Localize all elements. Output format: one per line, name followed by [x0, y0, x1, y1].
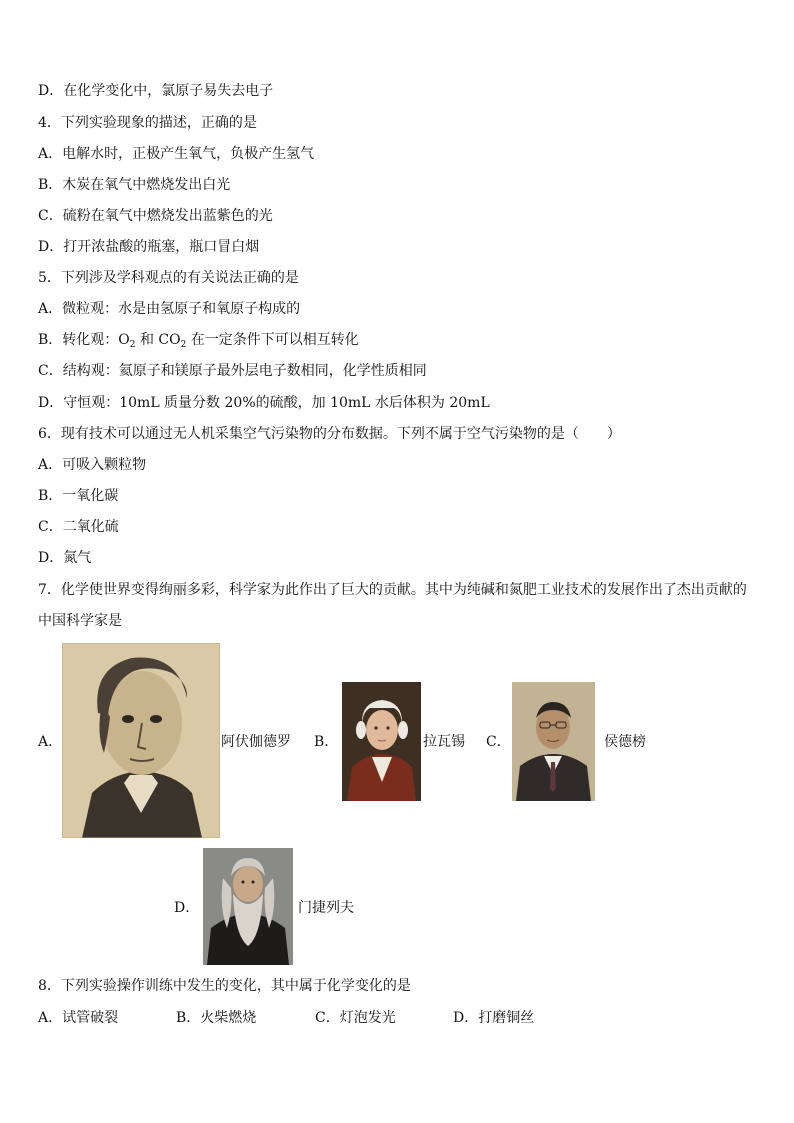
q5-option-d: D．守恒观：10mL 质量分数 20%的硫酸，加 10mL 水后体积为 20mL [38, 395, 490, 411]
hou-debang-portrait [512, 682, 595, 801]
q8-option-a: A．试管破裂 [38, 1010, 119, 1026]
q7-option-a-letter: A． [38, 734, 63, 750]
q3-option-d: D．在化学变化中，氯原子易失去电子 [38, 83, 274, 99]
q6-option-c: C．二氧化硫 [38, 519, 119, 535]
q8-option-d: D．打磨铜丝 [453, 1010, 535, 1026]
q5-option-b [38, 331, 359, 354]
q7-stem: 7．化学使世界变得绚丽多彩，科学家为此作出了巨大的贡献。其中为纯碱和氮肥工业技术的发展作出了杰出贡献的中国科学家是 [38, 582, 747, 629]
avogadro-portrait [62, 643, 220, 838]
q4-option-b: B．木炭在氧气中燃烧发出白光 [38, 177, 231, 193]
o2-subscript: 2 [129, 340, 136, 350]
q6-option-a: A．可吸入颗粒物 [38, 457, 147, 473]
q5-option-c: C．结构观：氦原子和镁原子最外层电子数相同，化学性质相同 [38, 363, 427, 379]
q7-option-c-name: 侯德榜 [604, 734, 646, 750]
q7-option-b-name: 拉瓦锡 [423, 734, 465, 750]
lavoisier-portrait [342, 682, 421, 801]
q4-stem: 4．下列实验现象的描述，正确的是 [38, 115, 257, 131]
q6-stem: 6．现有技术可以通过无人机采集空气污染物的分布数据。下列不属于空气污染物的是（ ） [38, 426, 621, 442]
q4-option-c: C．硫粉在氧气中燃烧发出蓝紫色的光 [38, 208, 273, 224]
q7-option-d-letter: D． [174, 900, 200, 916]
q7-option-a-name: 阿伏伽德罗 [221, 734, 291, 750]
q4-option-a: A．电解水时，正极产生氧气，负极产生氢气 [38, 146, 315, 162]
mendeleev-portrait [203, 848, 293, 965]
q4-option-d: D．打开浓盐酸的瓶塞，瓶口冒白烟 [38, 239, 260, 255]
q5-stem: 5．下列涉及学科观点的有关说法正确的是 [38, 270, 299, 286]
q6-option-b: B．一氧化碳 [38, 488, 119, 504]
q5-b-prefix: B．转化观：O [38, 332, 130, 348]
q8-stem: 8．下列实验操作训练中发生的变化，其中属于化学变化的是 [38, 978, 411, 994]
q8-option-c: C．灯泡发光 [315, 1010, 396, 1026]
q7-option-c-letter: C． [486, 734, 511, 750]
q6-option-d: D．氮气 [38, 550, 92, 566]
q8-option-b: B．火柴燃烧 [176, 1010, 257, 1026]
q5-b-suffix: 在一定条件下可以相互转化 [186, 332, 359, 348]
q5-option-a: A．微粒观：水是由氢原子和氧原子构成的 [38, 301, 301, 317]
q5-b-middle: 和 CO [135, 332, 181, 348]
q7-option-d-name: 门捷列夫 [298, 900, 354, 916]
q7-option-b-letter: B． [314, 734, 339, 750]
co2-subscript: 2 [180, 340, 187, 350]
